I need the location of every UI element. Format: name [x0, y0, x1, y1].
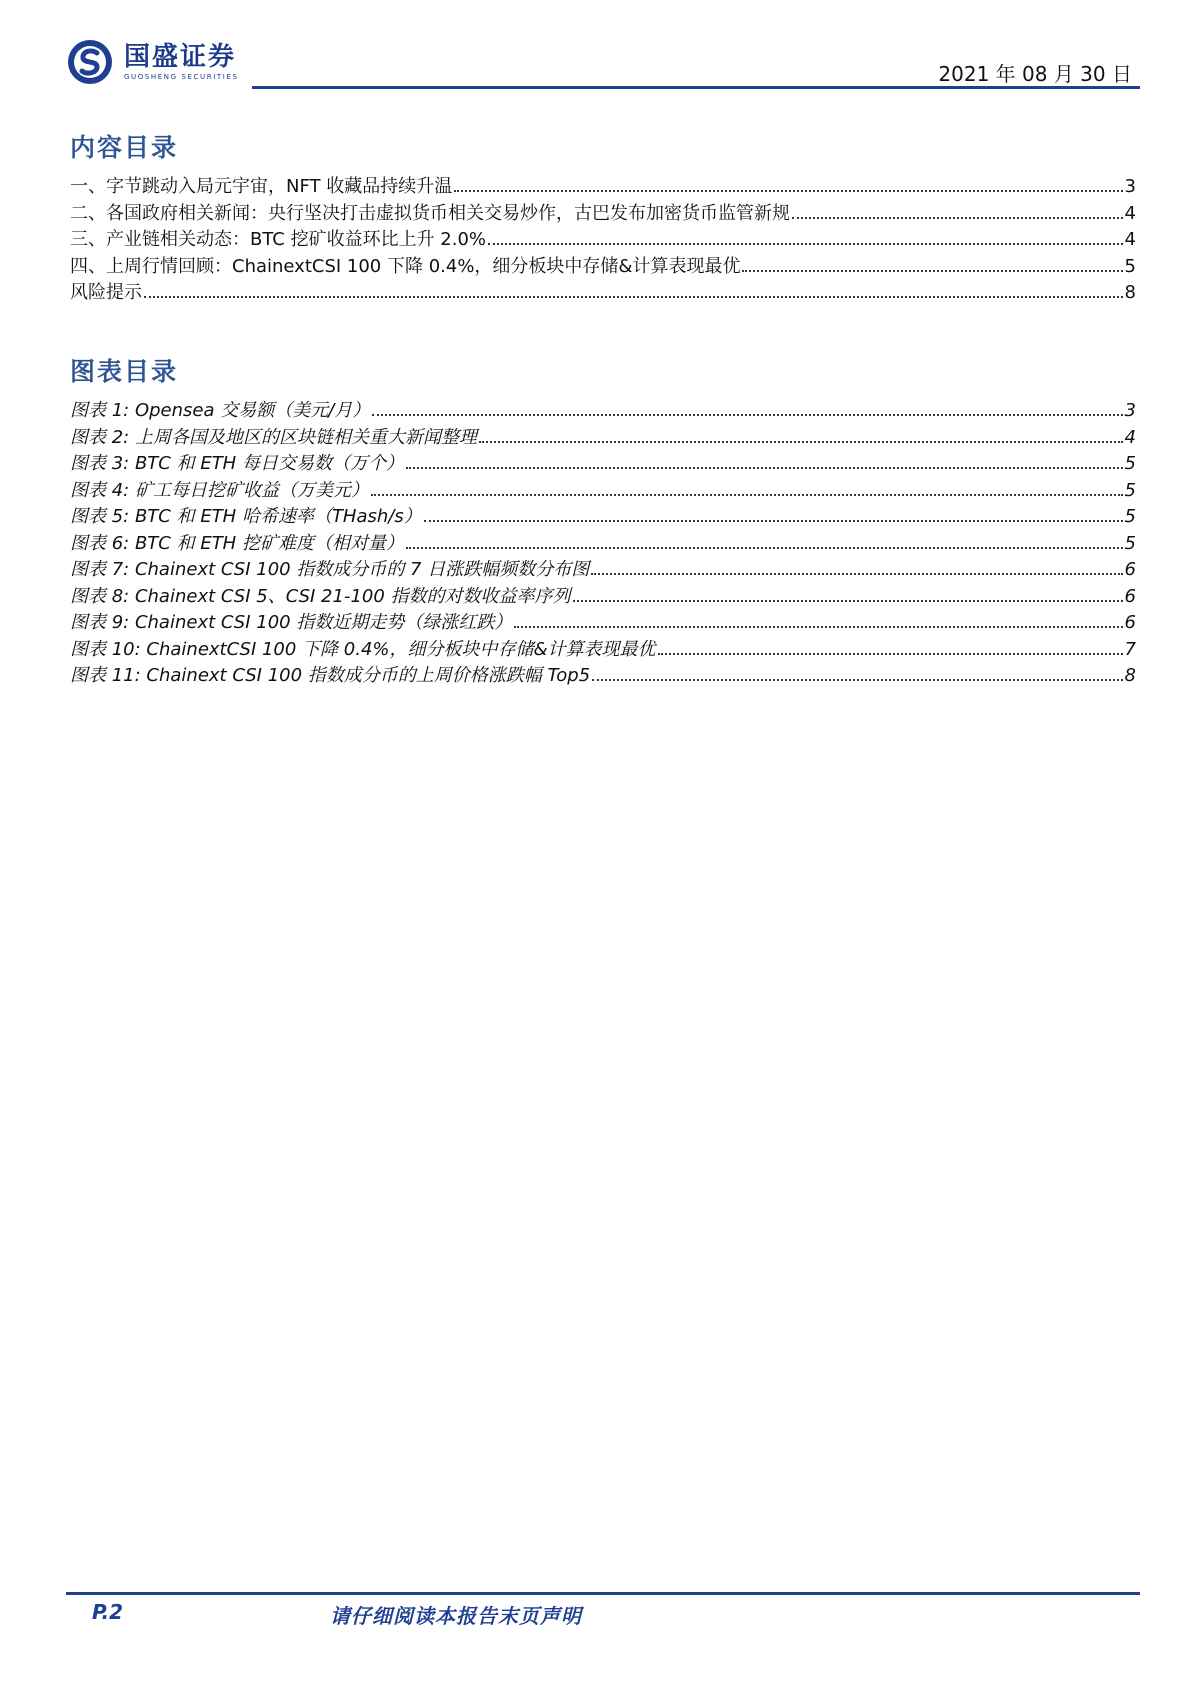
figures-list	[70, 398, 1136, 690]
guosheng-logo-icon	[66, 38, 114, 86]
figure-item[interactable]: 图表 10: ChainextCSI 100 下降 0.4%，细分板块中存储&计算表现最优 7	[70, 638, 1136, 660]
figure-item[interactable]: 图表 5: BTC 和 ETH 哈希速率（THash/s） 5	[70, 506, 1136, 527]
contents-list	[70, 174, 1136, 307]
figure-item[interactable]: 图表 6: BTC 和 ETH 挖矿难度（相对量） 5	[70, 532, 1136, 554]
figure-item[interactable]: 图表 4: 矿工每日挖矿收益（万美元） 5	[70, 479, 1136, 501]
footer-divider	[66, 1592, 1140, 1595]
figure-item[interactable]: 图表 1: Opensea 交易额（美元/月） 3	[70, 400, 1136, 421]
toc-item[interactable]: 二、各国政府相关新闻：央行坚决打击虚拟货币相关交易炒作，古巴发布加密货币监管新规 4	[70, 202, 1136, 224]
contents-title: 内容目录	[70, 133, 179, 162]
figure-item[interactable]: 图表 2: 上周各国及地区的区块链相关重大新闻整理 4	[70, 426, 1136, 448]
brand-name-cn: 国盛证券	[124, 42, 237, 72]
toc-item[interactable]: 三、产业链相关动态：BTC 挖矿收益环比上升 2.0% 4	[70, 229, 1136, 250]
toc-item[interactable]: 四、上周行情回顾：ChainextCSI 100 下降 0.4%，细分板块中存储&计算表现最优 5	[70, 255, 1136, 277]
figures-title: 图表目录	[70, 357, 179, 386]
figure-item[interactable]: 图表 9: Chainext CSI 100 指数近期走势（绿涨红跌） 6	[70, 612, 1136, 633]
figure-item[interactable]: 图表 7: Chainext CSI 100 指数成分币的 7 日涨跌幅频数分布图 6	[70, 559, 1136, 580]
toc-item[interactable]: 风险提示 8	[70, 282, 1136, 303]
brand-logo	[66, 38, 239, 86]
figure-item[interactable]: 图表 3: BTC 和 ETH 每日交易数（万个） 5	[70, 453, 1136, 474]
figure-item[interactable]: 图表 11: Chainext CSI 100 指数成分币的上周价格涨跌幅 Top5 8	[70, 665, 1136, 686]
header-divider	[252, 86, 1140, 89]
brand-name-en: GUOSHENG SECURITIES	[124, 73, 239, 81]
toc-item[interactable]: 一、字节跳动入局元宇宙，NFT 收藏品持续升温 3	[70, 176, 1136, 197]
page-number: P.2	[92, 1600, 124, 1624]
report-date: 2021 年 08 月 30 日	[938, 62, 1132, 86]
disclaimer-note: 请仔细阅读本报告末页声明	[330, 1604, 582, 1628]
figure-item[interactable]: 图表 8: Chainext CSI 5、CSI 21-100 指数的对数收益率序列 6	[70, 585, 1136, 607]
page-header	[66, 34, 1140, 90]
